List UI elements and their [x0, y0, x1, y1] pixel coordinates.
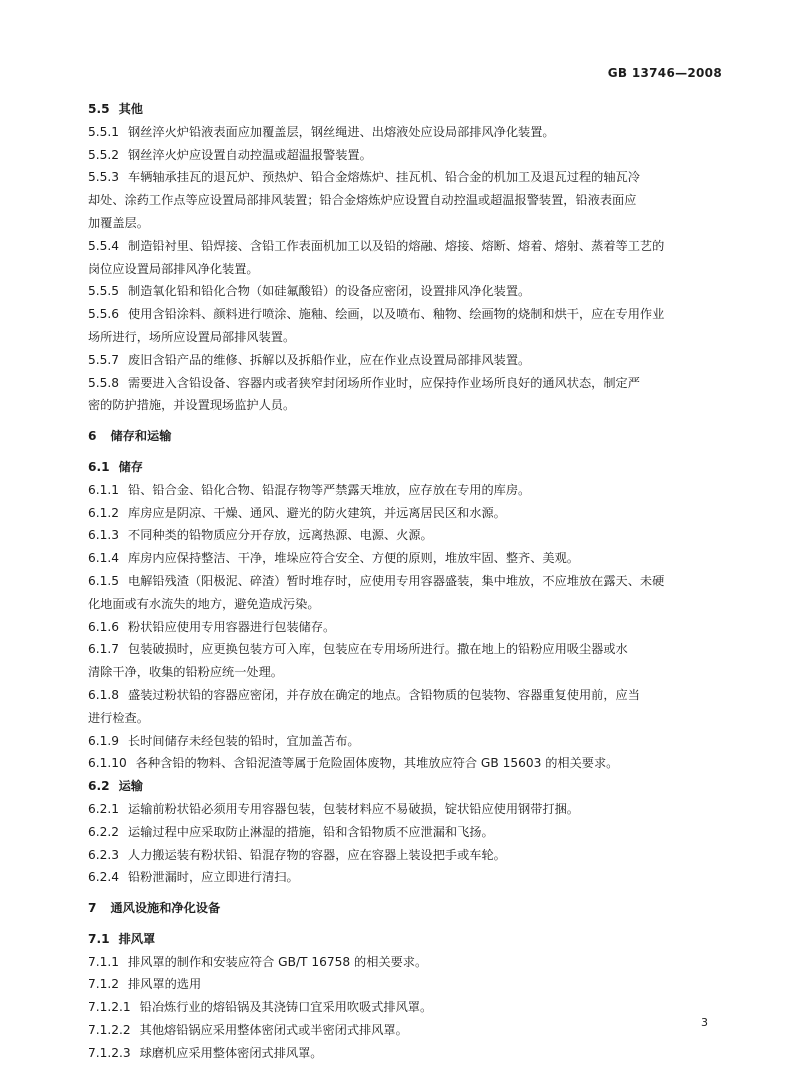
clause-line [88, 349, 720, 372]
clause-continuation [88, 258, 720, 281]
clause-line [88, 638, 720, 661]
clause-text: 运输过程中应采取防止淋湿的措施，铅和含铅物质不应泄漏和飞扬。 [128, 824, 494, 839]
clause-line [88, 996, 720, 1019]
clause-number: 6.1.2 [88, 505, 120, 520]
section-heading [88, 98, 720, 121]
standard-code: GB 13746—2008 [607, 66, 722, 80]
clause-line [88, 951, 720, 974]
clause-number: 6.1.9 [88, 733, 120, 748]
clause-number: 7.1 [88, 931, 110, 946]
clause-line [88, 144, 720, 167]
clause-number: 6.2.3 [88, 847, 120, 862]
clause-text: 使用含铅涂料、颜料进行喷涂、施釉、绘画，以及喷布、釉物、绘画物的烧制和烘干，应在专用作业 [128, 307, 665, 322]
clause-number: 6.1.6 [88, 619, 120, 634]
clause-text: 运输前粉状铅必须用专用容器包装，包装材料应不易破损，锭状铅应使用钢带打捆。 [128, 801, 579, 816]
section-heading [88, 775, 720, 798]
clause-line [88, 166, 720, 189]
clause-line [88, 524, 720, 547]
clause-number: 5.5.8 [88, 375, 120, 390]
clause-text: 排风罩 [118, 931, 156, 946]
clause-text: 密的防护措施，并设置现场监护人员。 [88, 398, 296, 413]
clause-line [88, 235, 720, 258]
page-number: 3 [701, 1016, 708, 1029]
clause-line [88, 821, 720, 844]
clause-line [88, 570, 720, 593]
clause-text: 通风设施和净化设备 [110, 901, 221, 916]
clause-number: 5.5.5 [88, 284, 120, 299]
clause-line [88, 616, 720, 639]
clause-number: 7 [88, 901, 97, 916]
clause-number: 7.1.2.3 [88, 1045, 131, 1060]
clause-text: 电解铅残渣（阳极泥、碎渣）暂时堆存时，应使用专用容器盛装，集中堆放，不应堆放在露天、未硬 [128, 573, 665, 588]
clause-text: 库房应是阴凉、干燥、通风、避光的防火建筑，并远离居民区和水源。 [128, 505, 506, 520]
clause-text: 铅粉泄漏时，应立即进行清扫。 [128, 870, 299, 885]
clause-line [88, 798, 720, 821]
clause-continuation [88, 707, 720, 730]
clause-number: 6.2 [88, 779, 110, 794]
clause-number: 7.1.2.1 [88, 1000, 131, 1015]
clause-text: 长时间储存未经包装的铅时，宜加盖苫布。 [128, 733, 360, 748]
clause-number: 6.2.1 [88, 801, 120, 816]
clause-line [88, 479, 720, 502]
clause-text: 却处、涂药工作点等应设置局部排风装置；铅合金熔炼炉应设置自动控温或超温报警装置，铅液表面应 [88, 193, 637, 208]
clause-text: 粉状铅应使用专用容器进行包装储存。 [128, 619, 336, 634]
clause-line [88, 684, 720, 707]
clause-number: 6.1.5 [88, 573, 120, 588]
clause-number: 6.1.7 [88, 642, 120, 657]
clause-number: 5.5 [88, 102, 110, 116]
clause-text: 制造铅衬里、铅焊接、含铅工作表面机加工以及铅的熔融、熔接、熔断、熔着、熔射、蒸着等工艺的 [128, 238, 665, 253]
clause-number: 5.5.1 [88, 124, 120, 139]
clause-text: 铅、铅合金、铅化合物、铅混存物等严禁露天堆放，应存放在专用的库房。 [128, 482, 531, 497]
clause-continuation [88, 212, 720, 235]
clause-text: 盛装过粉状铅的容器应密闭，并存放在确定的地点。含铅物质的包装物、容器重复使用前，应当 [128, 687, 640, 702]
clause-number: 5.5.7 [88, 352, 120, 367]
clause-text: 包装破损时，应更换包装方可入库，包装应在专用场所进行。撒在地上的铅粉应用吸尘器或水 [128, 642, 628, 657]
clause-number: 7.1.2.2 [88, 1023, 131, 1038]
clause-line [88, 1042, 720, 1065]
clause-text: 不同种类的铅物质应分开存放，远离热源、电源、火源。 [128, 528, 433, 543]
clause-text: 场所进行，场所应设置局部排风装置。 [88, 329, 296, 344]
clause-text: 需要进入含铅设备、容器内或者狭窄封闭场所作业时，应保持作业场所良好的通风状态，制定严 [128, 375, 640, 390]
clause-line [88, 866, 720, 889]
clause-text: 其他熔铅锅应采用整体密闭式或半密闭式排风罩。 [139, 1023, 408, 1038]
clause-text: 人力搬运装有粉状铅、铅混存物的容器，应在容器上装设把手或车轮。 [128, 847, 506, 862]
clause-line [88, 547, 720, 570]
clause-number: 6.2.2 [88, 824, 120, 839]
clause-number: 5.5.2 [88, 147, 120, 162]
clause-text: 进行检查。 [88, 710, 149, 725]
section-heading [88, 928, 720, 951]
clause-text: 铅冶炼行业的熔铅锅及其浇铸口宜采用吹吸式排风罩。 [139, 1000, 433, 1015]
clause-line [88, 730, 720, 753]
clause-line [88, 502, 720, 525]
clause-continuation [88, 189, 720, 212]
clause-number: 6.1.4 [88, 551, 120, 566]
clause-text: 储存 [118, 459, 143, 474]
clause-continuation [88, 394, 720, 417]
clause-text: 球磨机应采用整体密闭式排风罩。 [139, 1045, 323, 1060]
clause-text: 钢丝淬火炉应设置自动控温或超温报警装置。 [128, 147, 372, 162]
clause-number: 5.5.6 [88, 307, 120, 322]
clause-line [88, 303, 720, 326]
clause-text: 废旧含铅产品的维修、拆解以及拆船作业，应在作业点设置局部排风装置。 [128, 352, 531, 367]
clause-number: 6.1.3 [88, 528, 120, 543]
clause-number: 6.2.4 [88, 870, 120, 885]
clause-continuation [88, 661, 720, 684]
clause-number: 5.5.4 [88, 238, 120, 253]
clause-text: 制造氧化铅和铅化合物（如硅氟酸铅）的设备应密闭，设置排风净化装置。 [128, 284, 531, 299]
clause-text: 岗位应设置局部排风净化装置。 [88, 261, 259, 276]
clause-continuation [88, 326, 720, 349]
clause-line [88, 844, 720, 867]
clause-line [88, 1019, 720, 1042]
clause-text: 运输 [118, 779, 143, 794]
clause-line [88, 121, 720, 144]
chapter-heading [88, 425, 720, 448]
clause-text: 库房内应保持整洁、干净，堆垛应符合安全、方便的原则，堆放牢固、整齐、美观。 [128, 551, 579, 566]
clause-line [88, 280, 720, 303]
clause-text: 排风罩的选用 [128, 977, 202, 992]
clause-number: 6.1 [88, 459, 110, 474]
clause-number: 7.1.1 [88, 954, 120, 969]
clause-text: 储存和运输 [110, 429, 172, 444]
clause-text: 加覆盖层。 [88, 215, 149, 230]
clause-line [88, 973, 720, 996]
chapter-heading [88, 897, 720, 920]
clause-text: 清除干净，收集的铅粉应统一处理。 [88, 665, 283, 680]
section-heading [88, 456, 720, 479]
clause-text: 化地面或有水流失的地方，避免造成污染。 [88, 596, 320, 611]
clause-text: 排风罩的制作和安装应符合 GB/T 16758 的相关要求。 [128, 954, 428, 969]
clause-text: 车辆轴承挂瓦的退瓦炉、预热炉、铅合金熔炼炉、挂瓦机、铅合金的机加工及退瓦过程的轴瓦冷 [128, 170, 640, 185]
clause-number: 6.1.10 [88, 756, 127, 771]
clause-text: 其他 [118, 102, 143, 116]
clause-number: 6.1.1 [88, 482, 120, 497]
clause-line [88, 752, 720, 775]
clause-text: 钢丝淬火炉铅液表面应加覆盖层，钢丝绳进、出熔液处应设局部排风净化装置。 [128, 124, 555, 139]
clause-line [88, 372, 720, 395]
clause-number: 5.5.3 [88, 170, 120, 185]
document-body [88, 98, 720, 1065]
clause-number: 6 [88, 429, 97, 444]
clause-text: 各种含铅的物料、含铅泥渣等属于危险固体废物，其堆放应符合 GB 15603 的相关要求。 [135, 756, 619, 771]
clause-number: 6.1.8 [88, 687, 120, 702]
clause-number: 7.1.2 [88, 977, 120, 992]
clause-continuation [88, 593, 720, 616]
